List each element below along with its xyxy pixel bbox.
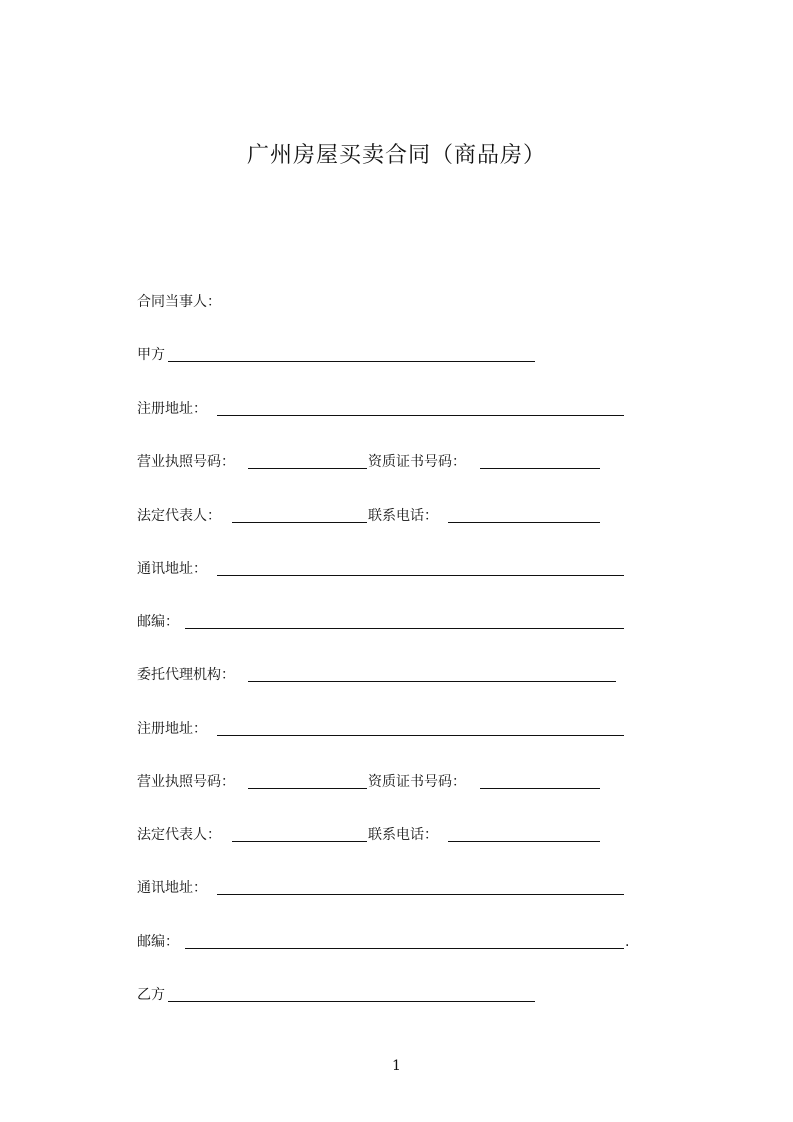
party-a-blank[interactable] (168, 344, 535, 362)
party-a-qualification-cert-label: 资质证书号码： (368, 454, 466, 470)
agency-registered-address-label: 注册地址： (137, 721, 207, 737)
agency-legal-rep-label: 法定代表人： (137, 827, 221, 843)
agency-contact-phone-blank[interactable] (448, 824, 600, 842)
parties-heading: 合同当事人： (137, 294, 221, 310)
agency-qualification-cert-label: 资质证书号码： (368, 774, 466, 790)
party-a-business-license-label: 营业执照号码： (137, 454, 235, 470)
party-a-registered-address-label: 注册地址： (137, 401, 207, 417)
agency-blank[interactable] (248, 664, 616, 682)
party-b-label: 乙方 (137, 987, 165, 1003)
party-a-contact-phone-blank[interactable] (448, 505, 600, 523)
agency-legal-rep-blank[interactable] (232, 824, 367, 842)
party-a-legal-rep-blank[interactable] (232, 505, 367, 523)
agency-postcode-label: 邮编： (137, 934, 179, 950)
party-a-contact-phone-label: 联系电话： (368, 508, 438, 524)
agency-postcode-trailing-mark: . (625, 934, 630, 950)
agency-qualification-cert-blank[interactable] (480, 771, 600, 789)
party-a-legal-rep-label: 法定代表人： (137, 508, 221, 524)
page-number: 1 (392, 1058, 401, 1074)
party-a-postcode-label: 邮编： (137, 614, 179, 630)
document-title: 广州房屋买卖合同（商品房） (246, 143, 546, 168)
agency-postcode-blank[interactable] (185, 931, 624, 949)
agency-business-license-label: 营业执照号码： (137, 774, 235, 790)
agency-business-license-blank[interactable] (248, 771, 367, 789)
party-a-qualification-cert-blank[interactable] (480, 451, 600, 469)
agency-mailing-address-label: 通讯地址： (137, 880, 207, 896)
party-b-blank[interactable] (168, 984, 535, 1002)
party-a-label: 甲方 (137, 347, 165, 363)
party-a-business-license-blank[interactable] (248, 451, 367, 469)
agency-registered-address-blank[interactable] (217, 718, 624, 736)
agency-label: 委托代理机构： (137, 667, 235, 683)
party-a-postcode-blank[interactable] (185, 611, 624, 629)
party-a-mailing-address-label: 通讯地址： (137, 561, 207, 577)
agency-contact-phone-label: 联系电话： (368, 827, 438, 843)
party-a-registered-address-blank[interactable] (217, 398, 624, 416)
party-a-mailing-address-blank[interactable] (217, 558, 624, 576)
agency-mailing-address-blank[interactable] (217, 877, 624, 895)
